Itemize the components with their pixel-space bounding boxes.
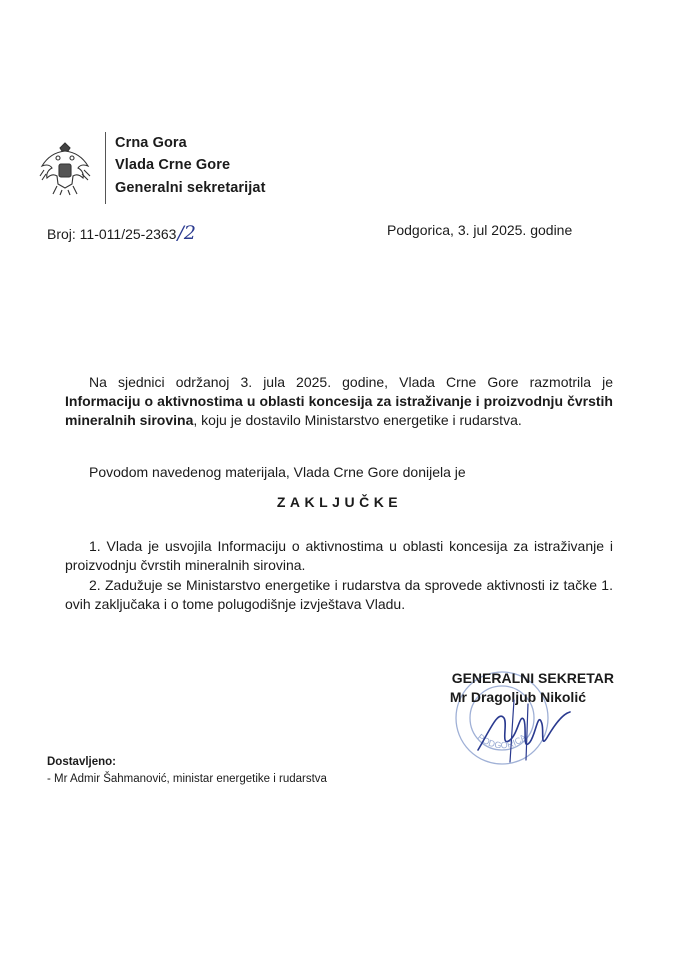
signature-icon: [470, 690, 580, 770]
p1-end: , koju je dostavilo Ministarstvo energetike i rudarstva.: [193, 412, 522, 428]
reference-label: Broj: 11-011/25-2363: [47, 226, 177, 242]
reference-number: [47, 222, 196, 244]
body-paragraph-2: Povodom navedenog materijala, Vlada Crne Gore donijela je: [89, 464, 466, 480]
reference-handwritten: /2: [177, 222, 196, 244]
place-date: Podgorica, 3. jul 2025. godine: [387, 222, 573, 238]
header-divider: [105, 132, 106, 204]
conclusions-title: ZAKLJUČKE: [276, 494, 403, 510]
conclusion-item-1: 1. Vlada je usvojila Informaciju o aktivnostima u oblasti koncesija za istraživanje i proizvodnju čvrstih mineralnih sirovina.: [65, 538, 613, 573]
distribution-item: - Mr Admir Šahmanović, ministar energetike i rudarstva: [47, 773, 327, 785]
distribution-label: Dostavljeno:: [47, 756, 117, 768]
coat-of-arms-icon: [38, 140, 92, 196]
p1-bold: Informaciju o aktivnostima u oblasti koncesija za istraživanje i proizvodnju čvrstih mineralnih sirovina: [65, 393, 613, 428]
stamp-text: PODGORICA: [475, 731, 529, 751]
header-government: Vlada Crne Gore: [115, 157, 231, 173]
conclusion-item-2: 2. Zadužuje se Ministarstvo energetike i rudarstva da sprovede aktivnosti iz tačke 1. ovih zaključaka i o tome polugodišnje izvještava Vladu.: [65, 577, 613, 612]
header-country: Crna Gora: [115, 135, 187, 151]
body-paragraph-1: [65, 373, 613, 430]
signatory-title: GENERALNI SEKRETAR: [451, 670, 614, 686]
signatory-name: Mr Dragoljub Nikolić: [449, 689, 586, 705]
p1-start: Na sjednici održanoj 3. jula 2025. godine, Vlada Crne Gore razmotrila je: [89, 374, 613, 390]
header-secretariat: Generalni sekretarijat: [115, 180, 266, 196]
